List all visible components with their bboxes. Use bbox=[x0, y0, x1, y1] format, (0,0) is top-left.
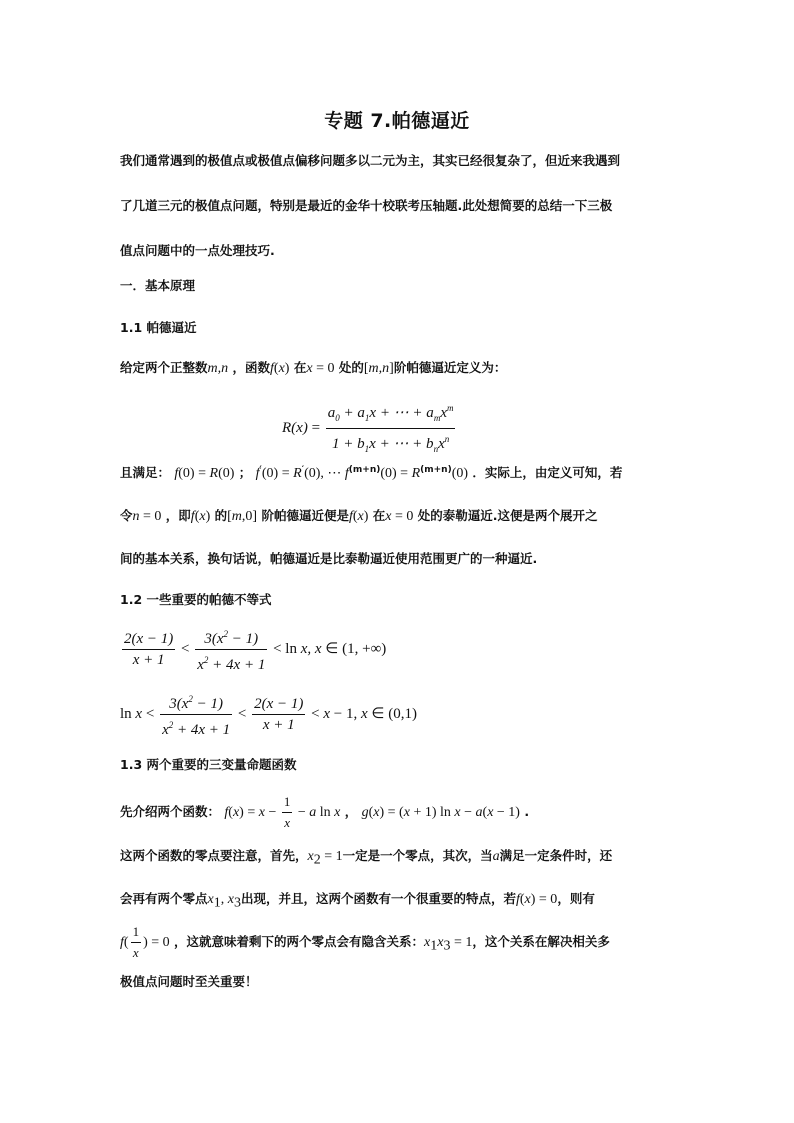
condition-line-3: 间的基本关系，换句话说，帕德逼近是比泰勒逼近使用范围更广的一种逼近. bbox=[120, 551, 538, 566]
page-title: 专题 7.帕德逼近 bbox=[324, 110, 470, 132]
subsection-heading-1-3: 1.3 两个重要的三变量命题函数 bbox=[120, 757, 297, 772]
intro-line-2: 了几道三元的极值点问题，特别是最近的金华十校联考压轴题.此处想简要的总结一下三极 bbox=[120, 198, 613, 213]
intro-line-1: 我们通常遇到的极值点或极值点偏移问题多以二元为主，其实已经很复杂了，但近来我遇到 bbox=[120, 153, 621, 168]
condition-line-2: 令n = 0 ，即f(x) 的[m,0] 阶帕德逼近便是f(x) 在x = 0 处的泰勒逼近.这便是两个展开之 bbox=[120, 508, 598, 524]
zeros-line-4: 极值点问题时至关重要！ bbox=[120, 974, 258, 989]
definition-line: 给定两个正整数m,n ，函数f(x) 在x = 0 处的[m,n]阶帕德逼近定义为： bbox=[120, 360, 507, 376]
section-heading-basic: 一．基本原理 bbox=[120, 278, 196, 293]
condition-line-1: 且满足： f(0) = R(0) ； f′(0) = R′(0), ⋯ $f^{(m+n)}(0) = R^{(m+n)}(0)$ ．实际上，由定义可知，若 bbox=[120, 464, 623, 481]
pade-inequality-1: $\frac{2(x - 1)}{x + 1}$ < $\frac{3(x^2 - 1)}{x^2 + 4x + 1}$ < ln x, x ∈ (1, +∞) bbox=[120, 624, 386, 675]
zeros-line-2: 会再有两个零点$x_1$, $x_3$出现，并且，这两个函数有一个很重要的特点，若f(x) = 0，则有 bbox=[120, 891, 595, 911]
pade-definition-formula: R(x) = $\frac{a_0 + a_1x + \cdots + a_mx^m}{1 + b_1x + \cdots + b_nx^n}$ bbox=[282, 398, 457, 459]
function-definition-line: 先介绍两个函数： f(x) = x − $\frac{1}{x}$ − a ln x ， g(x) = (x + 1) ln x − a(x − 1) . bbox=[120, 794, 530, 830]
subsection-heading-1-2: 1.2 一些重要的帕德不等式 bbox=[120, 592, 272, 607]
intro-line-3: 值点问题中的一点处理技巧. bbox=[120, 243, 275, 258]
subsection-heading-1-1: 1.1 帕德逼近 bbox=[120, 320, 197, 335]
pade-inequality-2: ln x < $\frac{3(x^2 - 1)}{x^2 + 4x + 1}$ < $\frac{2(x - 1)}{x + 1}$ < x − 1, x ∈ (0,1) bbox=[120, 689, 417, 740]
intro-paragraph bbox=[120, 138, 676, 273]
zeros-line-3: f( $\frac{1}{x}$ ) = 0 ，这就意味着剩下的两个零点会有隐含关系：$x_1x_3 = 1$，这个关系在解决相关多 bbox=[120, 924, 610, 960]
zeros-line-1: 这两个函数的零点要注意，首先，$x_2 = 1$一定是一个零点，其次，当a满足一定条件时，还 bbox=[120, 848, 613, 868]
